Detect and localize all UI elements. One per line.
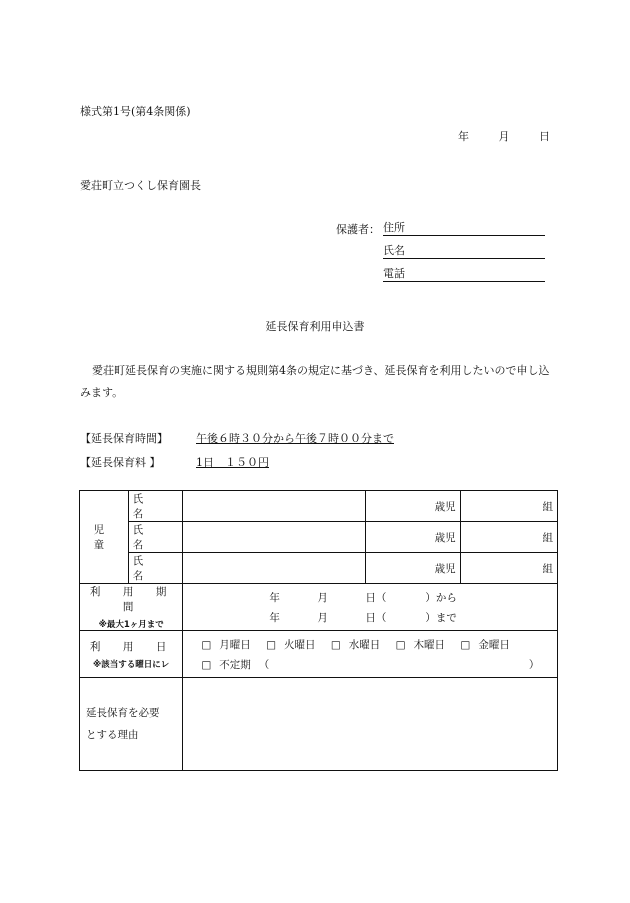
guardian-phone-field[interactable] (383, 267, 545, 282)
address-label: 住所 (383, 221, 405, 234)
form-number: 様式第1号(第4条関係) (80, 105, 191, 118)
reason-row (80, 678, 558, 771)
child-class-field[interactable] (460, 491, 557, 522)
phone-label: 電話 (383, 267, 405, 280)
child-label: 児 童 (80, 491, 129, 584)
hours-value: 午後６時３０分から午後７時００分まで (196, 432, 394, 445)
checkbox-icon: □ (201, 639, 212, 651)
day-option-tue[interactable] (266, 637, 315, 652)
fee-row (80, 454, 269, 470)
date-month: 月 (498, 130, 510, 143)
from-month: 月 (317, 592, 328, 604)
day-label: 月曜日 (219, 639, 251, 651)
weekday-options (201, 637, 509, 652)
child-class-field[interactable] (460, 553, 557, 584)
day-option-thu[interactable] (396, 637, 445, 652)
irregular-option[interactable] (201, 657, 539, 672)
guardian-address-field[interactable] (383, 221, 545, 236)
days-field (183, 631, 558, 678)
day-label: 金曜日 (478, 639, 510, 651)
day-label: 火曜日 (284, 639, 316, 651)
class-label: 組 (542, 500, 553, 513)
body-text: 愛荘町延長保育の実施に関する規則第4条の規定に基づき、延長保育を利用したいので申し込みます。 (80, 364, 550, 399)
child-name-field[interactable] (183, 522, 366, 553)
checkbox-icon: □ (395, 639, 406, 651)
class-label: 組 (542, 562, 553, 575)
age-label: 歳児 (434, 500, 456, 513)
child-name-label: 氏 名 (128, 491, 183, 522)
child-row (80, 553, 558, 584)
child-row (80, 491, 558, 522)
period-label-cell (80, 584, 189, 631)
addressee: 愛荘町立つくし保育園長 (80, 179, 201, 192)
child-age-field[interactable] (366, 522, 460, 553)
day-option-fri[interactable] (460, 637, 509, 652)
guardian-label: 保護者： (336, 223, 380, 236)
checkbox-icon: □ (460, 639, 471, 651)
to-month: 月 (317, 612, 328, 624)
from-year: 年 (269, 592, 280, 604)
period-note: ※最大1ヶ月まで (98, 620, 164, 630)
reason-label-line1: 延長保育を必要 (86, 707, 160, 719)
days-label: 利 用 日 (89, 640, 173, 653)
days-note: ※該当する曜日にレ (93, 659, 170, 670)
child-age-field[interactable] (366, 491, 460, 522)
date-day: 日 (539, 130, 550, 143)
date-line (458, 128, 550, 144)
period-from-line (269, 590, 457, 605)
child-class-field[interactable] (460, 522, 557, 553)
checkbox-icon: □ (330, 639, 341, 651)
period-row (80, 584, 558, 631)
day-label: 水曜日 (348, 639, 381, 651)
period-to-line (269, 610, 457, 625)
day-option-wed[interactable] (331, 637, 380, 652)
fee-label: 【延長保育料 】 (80, 456, 161, 469)
irregular-close: ） (528, 659, 540, 671)
reason-label-cell (80, 678, 183, 771)
checkbox-icon: □ (266, 639, 277, 651)
hours-row (80, 430, 394, 446)
days-row (80, 631, 558, 678)
period-field[interactable] (183, 584, 558, 631)
to-year: 年 (269, 612, 280, 624)
age-label: 歳児 (434, 531, 456, 544)
hours-label: 【延長保育時間】 (80, 432, 168, 445)
period-label: 利 用 期 間 (89, 586, 189, 613)
child-row (80, 522, 558, 553)
child-age-field[interactable] (366, 553, 460, 584)
age-label: 歳児 (434, 562, 456, 575)
name-label: 氏名 (383, 244, 405, 257)
days-label-cell (80, 631, 183, 678)
to-close: ）まで (425, 612, 457, 624)
to-day: 日（ (365, 612, 387, 624)
child-name-label: 氏 名 (128, 522, 183, 553)
fee-value: 1日 １５０円 (196, 456, 269, 469)
child-name-field[interactable] (183, 553, 366, 584)
reason-label-line2: とする理由 (86, 729, 139, 741)
day-label: 木曜日 (413, 639, 446, 651)
irregular-open: （ (258, 659, 270, 671)
child-name-field[interactable] (183, 491, 366, 522)
class-label: 組 (542, 531, 553, 544)
child-name-label: 氏 名 (128, 553, 183, 584)
irregular-label: 不定期 (219, 659, 251, 671)
reason-field[interactable] (183, 678, 558, 771)
from-day: 日（ (365, 592, 387, 604)
guardian-name-field[interactable] (383, 244, 545, 259)
from-close: ）から (425, 592, 457, 604)
day-option-mon[interactable] (201, 637, 250, 652)
document-title: 延長保育利用申込書 (265, 320, 365, 333)
application-table (79, 490, 558, 771)
date-year: 年 (458, 130, 469, 143)
checkbox-icon: □ (201, 659, 212, 671)
